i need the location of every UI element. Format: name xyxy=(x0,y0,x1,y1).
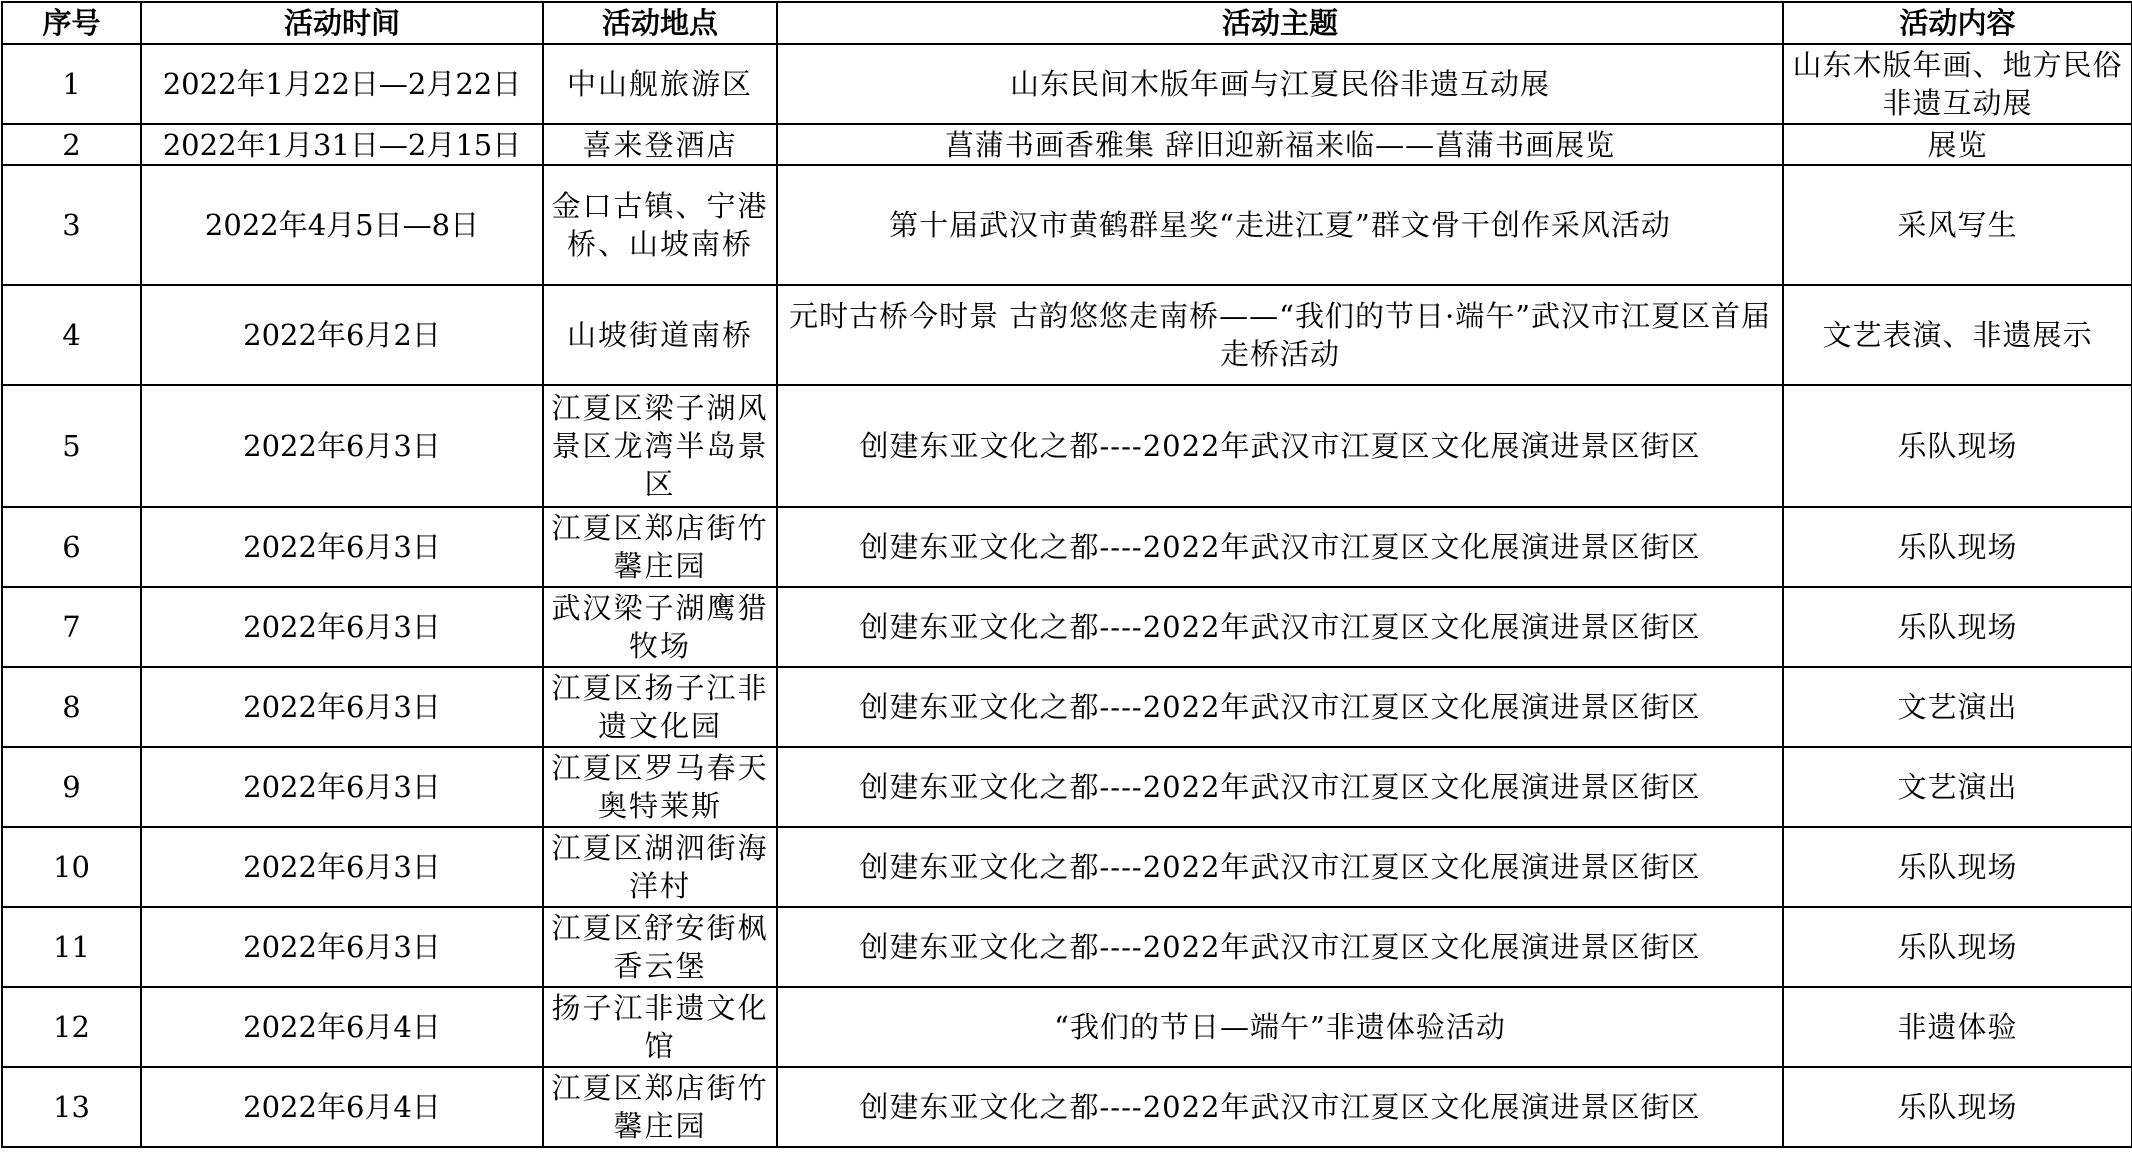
cell-time: 2022年6月3日 xyxy=(141,907,543,987)
cell-time: 2022年1月31日—2月15日 xyxy=(141,124,543,165)
cell-time: 2022年1月22日—2月22日 xyxy=(141,44,543,124)
activity-table xyxy=(1,1,2132,1148)
cell-theme: 创建东亚文化之都----2022年武汉市江夏区文化展演进景区街区 xyxy=(777,507,1783,587)
cell-content: 乐队现场 xyxy=(1783,385,2132,507)
cell-content: 乐队现场 xyxy=(1783,507,2132,587)
cell-content: 文艺演出 xyxy=(1783,667,2132,747)
cell-location: 武汉梁子湖鹰猎牧场 xyxy=(543,587,777,667)
cell-location: 江夏区郑店街竹馨庄园 xyxy=(543,1067,777,1147)
table-row xyxy=(2,44,2132,124)
cell-theme: 创建东亚文化之都----2022年武汉市江夏区文化展演进景区街区 xyxy=(777,907,1783,987)
cell-location: 江夏区扬子江非遗文化园 xyxy=(543,667,777,747)
cell-no: 8 xyxy=(2,667,141,747)
cell-location: 江夏区罗马春天奥特莱斯 xyxy=(543,747,777,827)
cell-theme: 创建东亚文化之都----2022年武汉市江夏区文化展演进景区街区 xyxy=(777,667,1783,747)
cell-no: 6 xyxy=(2,507,141,587)
cell-time: 2022年6月2日 xyxy=(141,285,543,385)
header-time: 活动时间 xyxy=(141,2,543,44)
cell-theme: 创建东亚文化之都----2022年武汉市江夏区文化展演进景区街区 xyxy=(777,747,1783,827)
table-header xyxy=(2,2,2132,44)
cell-theme: 创建东亚文化之都----2022年武汉市江夏区文化展演进景区街区 xyxy=(777,587,1783,667)
cell-location: 金口古镇、宁港桥、山坡南桥 xyxy=(543,165,777,285)
cell-location: 江夏区舒安街枫香云堡 xyxy=(543,907,777,987)
cell-time: 2022年4月5日—8日 xyxy=(141,165,543,285)
cell-content: 文艺演出 xyxy=(1783,747,2132,827)
cell-theme: 第十届武汉市黄鹤群星奖“走进江夏”群文骨干创作采风活动 xyxy=(777,165,1783,285)
cell-location: 扬子江非遗文化馆 xyxy=(543,987,777,1067)
cell-location: 江夏区梁子湖风景区龙湾半岛景区 xyxy=(543,385,777,507)
cell-no: 2 xyxy=(2,124,141,165)
table-row xyxy=(2,1067,2132,1147)
table-row xyxy=(2,907,2132,987)
cell-content: 展览 xyxy=(1783,124,2132,165)
cell-time: 2022年6月3日 xyxy=(141,587,543,667)
cell-content: 乐队现场 xyxy=(1783,587,2132,667)
cell-content: 山东木版年画、地方民俗非遗互动展 xyxy=(1783,44,2132,124)
table-body xyxy=(2,44,2132,1147)
table-row xyxy=(2,385,2132,507)
cell-theme: 创建东亚文化之都----2022年武汉市江夏区文化展演进景区街区 xyxy=(777,1067,1783,1147)
cell-theme: “我们的节日—端午”非遗体验活动 xyxy=(777,987,1783,1067)
cell-location: 江夏区郑店街竹馨庄园 xyxy=(543,507,777,587)
table-row xyxy=(2,587,2132,667)
cell-content: 乐队现场 xyxy=(1783,827,2132,907)
cell-no: 11 xyxy=(2,907,141,987)
header-content: 活动内容 xyxy=(1783,2,2132,44)
cell-theme: 创建东亚文化之都----2022年武汉市江夏区文化展演进景区街区 xyxy=(777,385,1783,507)
cell-no: 9 xyxy=(2,747,141,827)
cell-time: 2022年6月3日 xyxy=(141,667,543,747)
cell-content: 文艺表演、非遗展示 xyxy=(1783,285,2132,385)
cell-no: 13 xyxy=(2,1067,141,1147)
cell-content: 乐队现场 xyxy=(1783,1067,2132,1147)
cell-time: 2022年6月3日 xyxy=(141,747,543,827)
cell-theme: 山东民间木版年画与江夏民俗非遗互动展 xyxy=(777,44,1783,124)
cell-time: 2022年6月3日 xyxy=(141,827,543,907)
table-row xyxy=(2,987,2132,1067)
table-row xyxy=(2,827,2132,907)
cell-location: 江夏区湖泗街海洋村 xyxy=(543,827,777,907)
table-row xyxy=(2,747,2132,827)
cell-no: 4 xyxy=(2,285,141,385)
cell-time: 2022年6月3日 xyxy=(141,507,543,587)
header-no: 序号 xyxy=(2,2,141,44)
cell-location: 喜来登酒店 xyxy=(543,124,777,165)
header-row xyxy=(2,2,2132,44)
header-location: 活动地点 xyxy=(543,2,777,44)
cell-no: 7 xyxy=(2,587,141,667)
table-row xyxy=(2,285,2132,385)
cell-content: 非遗体验 xyxy=(1783,987,2132,1067)
cell-no: 3 xyxy=(2,165,141,285)
table-row xyxy=(2,667,2132,747)
cell-theme: 创建东亚文化之都----2022年武汉市江夏区文化展演进景区街区 xyxy=(777,827,1783,907)
cell-content: 乐队现场 xyxy=(1783,907,2132,987)
cell-time: 2022年6月4日 xyxy=(141,1067,543,1147)
cell-no: 12 xyxy=(2,987,141,1067)
cell-location: 山坡街道南桥 xyxy=(543,285,777,385)
table-row xyxy=(2,507,2132,587)
cell-time: 2022年6月4日 xyxy=(141,987,543,1067)
cell-time: 2022年6月3日 xyxy=(141,385,543,507)
cell-content: 采风写生 xyxy=(1783,165,2132,285)
cell-location: 中山舰旅游区 xyxy=(543,44,777,124)
table-row xyxy=(2,165,2132,285)
cell-no: 1 xyxy=(2,44,141,124)
cell-theme: 元时古桥今时景 古韵悠悠走南桥——“我们的节日·端午”武汉市江夏区首届走桥活动 xyxy=(777,285,1783,385)
cell-no: 10 xyxy=(2,827,141,907)
table-row xyxy=(2,124,2132,165)
header-theme: 活动主题 xyxy=(777,2,1783,44)
cell-no: 5 xyxy=(2,385,141,507)
cell-theme: 菖蒲书画香雅集 辞旧迎新福来临——菖蒲书画展览 xyxy=(777,124,1783,165)
